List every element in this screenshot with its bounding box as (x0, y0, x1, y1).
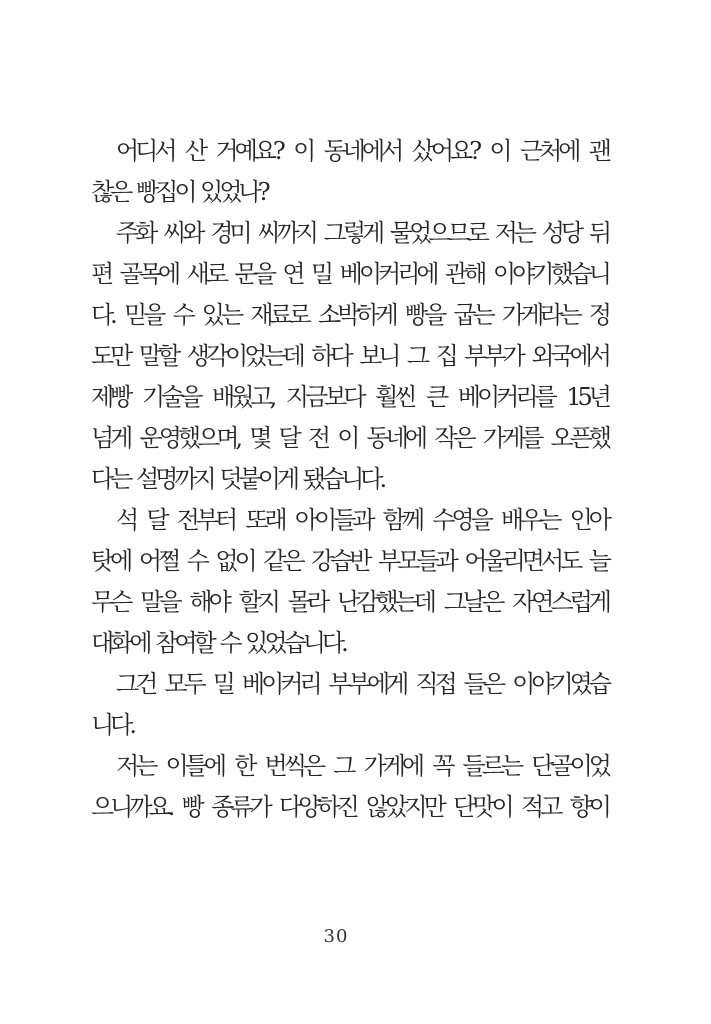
text-line: 다. 믿을 수 있는 재료로 소박하게 빵을 굽는 가게라는 정 (91, 301, 608, 329)
text-line: 제빵 기술을 배웠고, 지금보다 훨씬 큰 베이커리를 15년 (91, 383, 608, 411)
text-line: 그건 모두 밀 베이커리 부부에게 직접 들은 이야기였습 (116, 670, 608, 698)
text-block (91, 131, 608, 828)
text-line: 찮은 빵집이 있었나? (91, 178, 267, 206)
page-number: 30 (323, 926, 349, 947)
text-line: 으니까요. 빵 종류가 다양하진 않았지만 단맛이 적고 향이 (91, 793, 608, 821)
text-line: 무슨 말을 해야 할지 몰라 난감했는데 그날은 자연스럽게 (91, 588, 608, 616)
text-line: 어디서 산 거예요? 이 동네에서 샀어요? 이 근처에 괜 (116, 137, 608, 165)
text-line: 탓에 어쩔 수 없이 같은 강습반 부모들과 어울리면서도 늘 (91, 547, 608, 575)
text-line: 편 골목에 새로 문을 연 밀 베이커리에 관해 이야기했습니 (91, 260, 608, 288)
text-line: 넘게 운영했으며, 몇 달 전 이 동네에 작은 가게를 오픈했 (91, 424, 608, 452)
text-line: 도만 말할 생각이었는데 하다 보니 그 집 부부가 외국에서 (91, 342, 608, 370)
text-line: 니다. (91, 711, 133, 739)
text-line: 석 달 전부터 또래 아이들과 함께 수영을 배우는 인아 (116, 506, 608, 534)
text-line: 저는 이틀에 한 번씩은 그 가게에 꼭 들르는 단골이었 (116, 752, 608, 780)
text-line: 주화 씨와 경미 씨까지 그렇게 물었으므로 저는 성당 뒤 (116, 219, 608, 247)
text-line: 다는 설명까지 덧붙이게 됐습니다. (91, 465, 384, 493)
text-line: 대화에 참여할 수 있었습니다. (91, 629, 345, 657)
